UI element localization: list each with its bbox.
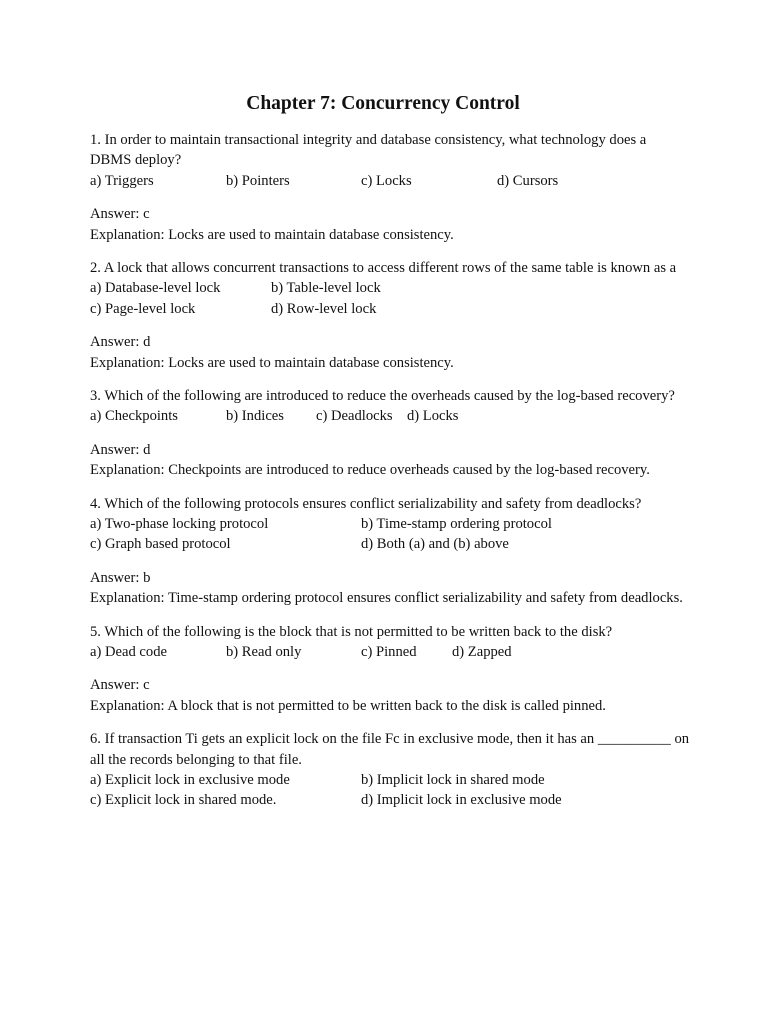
question-text: 1. In order to maintain transactional integrity and database consistency, what technology does a DBMS deploy? [90,132,647,169]
question-text: 5. Which of the following is the block that is not permitted to be written back to the disk? [90,623,613,640]
question-text: 3. Which of the following are introduced to reduce the overheads caused by the log-based recovery? [90,388,675,405]
option-a: a) Checkpoints [90,408,178,425]
option-a: a) Triggers [90,172,154,189]
option-b: b) Implicit lock in shared mode [361,772,545,789]
option-c: c) Explicit lock in shared mode. [90,792,277,809]
option-c: c) Graph based protocol [90,536,231,553]
option-d: d) Row-level lock [271,300,377,317]
answer-text: Answer: c [90,677,150,694]
explanation-text: Explanation: A block that is not permitted to be written back to the disk is called pinned. [90,697,606,714]
option-a: a) Dead code [90,644,167,661]
option-c: c) Deadlocks [316,408,393,425]
option-b: b) Read only [226,644,302,661]
option-a: a) Database-level lock [90,280,221,297]
question-text: 6. If transaction Ti gets an explicit lock on the file Fc in exclusive mode, then it has an __________ on all the records belonging to that file. [90,731,690,768]
option-row [90,278,690,298]
question-block [90,494,690,609]
option-row [90,171,690,191]
explanation-text: Explanation: Checkpoints are introduced to reduce overheads caused by the log-based recovery. [90,462,650,479]
question-text: 4. Which of the following protocols ensures conflict serializability and safety from deadlocks? [90,495,642,512]
option-d: d) Implicit lock in exclusive mode [361,792,562,809]
option-row [90,299,690,319]
page-title: Chapter 7: Concurrency Control [246,93,520,114]
question-block [90,258,690,373]
option-d: d) Locks [407,408,459,425]
question-block [90,130,690,245]
option-a: a) Two-phase locking protocol [90,516,269,533]
option-a: a) Explicit lock in exclusive mode [90,772,290,789]
document-page [90,90,690,811]
option-row [90,534,690,554]
question-block [90,386,690,481]
question-block [90,622,690,717]
question-block [90,729,690,811]
option-row [90,514,690,534]
option-c: c) Locks [361,172,412,189]
explanation-text: Explanation: Locks are used to maintain database consistency. [90,354,454,371]
option-b: b) Indices [226,408,284,425]
option-row [90,406,690,426]
answer-text: Answer: b [90,569,151,586]
option-d: d) Cursors [497,172,559,189]
option-row [90,770,690,790]
answer-text: Answer: c [90,206,150,223]
explanation-text: Explanation: Time-stamp ordering protocol ensures conflict serializability and safety from deadlocks. [90,590,683,607]
option-d: d) Zapped [452,644,512,661]
option-b: b) Time-stamp ordering protocol [361,516,552,533]
option-row [90,790,690,810]
answer-text: Answer: d [90,441,151,458]
answer-text: Answer: d [90,334,151,351]
option-c: c) Pinned [361,644,417,661]
option-d: d) Both (a) and (b) above [361,536,509,553]
option-b: b) Table-level lock [271,280,381,297]
explanation-text: Explanation: Locks are used to maintain database consistency. [90,226,454,243]
option-b: b) Pointers [226,172,290,189]
option-c: c) Page-level lock [90,300,196,317]
question-text: 2. A lock that allows concurrent transactions to access different rows of the same table is known as a [90,260,677,277]
option-row [90,642,690,662]
